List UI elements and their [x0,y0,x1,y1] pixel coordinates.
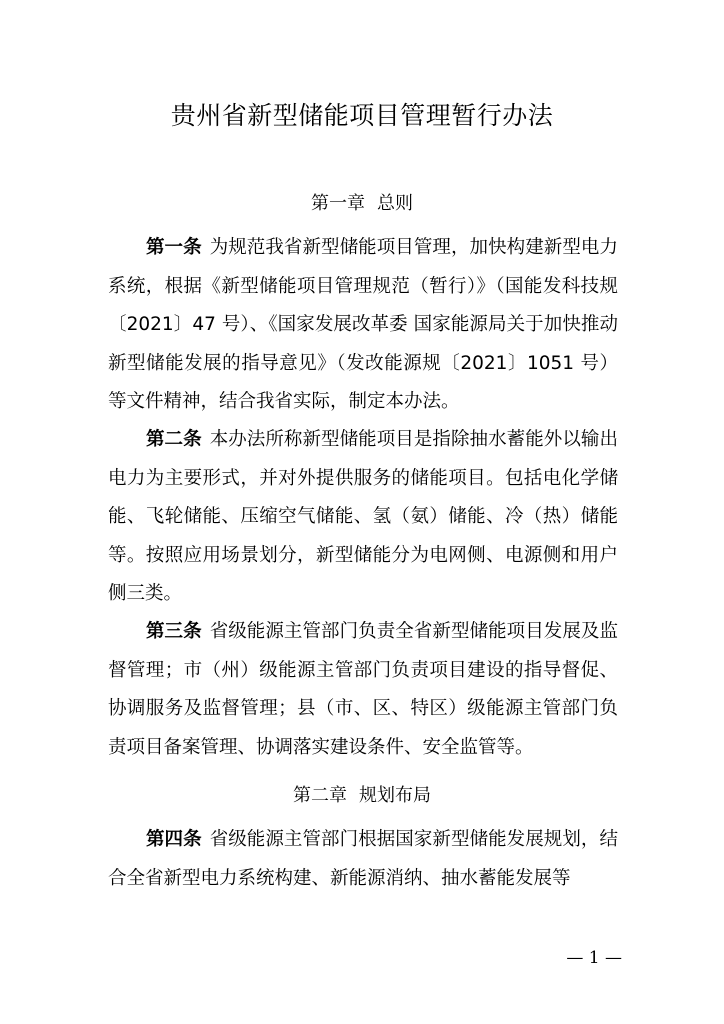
document-title: 贵州省新型储能项目管理暂行办法 [170,101,554,130]
article-text: 本办法所称新型储能项目是指除抽水蓄能外以输出电力为主要形式，并对外提供服务的储能项目。包括电化学储能、飞轮储能、压缩空气储能、氢（氨）储能、冷（热）储能等。按照应用场景划分，新型储能分为电网侧、电源侧和用户侧三类。 [108,429,618,604]
chapter-name: 规划布局 [359,785,431,806]
article-label: 第三条 [146,621,202,642]
chapter-name: 总则 [377,193,413,214]
page-number: — 1 — [566,948,622,968]
article-label: 第二条 [146,429,202,450]
article-label: 第一条 [146,237,202,258]
chapter-label: 第二章 [293,785,347,806]
chapter-label: 第一章 [311,193,365,214]
chapter-heading-1 [0,190,724,218]
chapter-heading-2 [0,782,724,810]
article-label: 第四条 [146,829,202,850]
article-text: 省级能源主管部门根据国家新型储能发展规划，结合全省新型电力系统构建、新能源消纳、抽水蓄能发展等 [108,829,618,889]
article-text: 省级能源主管部门负责全省新型储能项目发展及监督管理；市（州）级能源主管部门负责项目建设的指导督促、协调服务及监督管理；县（市、区、特区）级能源主管部门负责项目备案管理、协调落实建设条件、安全监管等。 [108,621,618,758]
article-4 [108,821,618,898]
article-3 [108,613,618,767]
article-1 [108,229,618,422]
article-text: 为规范我省新型储能项目管理，加快构建新型电力系统，根据《新型储能项目管理规范（暂行）》（国能发科技规〔2021〕47 号）、《国家发展改革委 国家能源局关于加快推动新型储能发展的指导意见》（发改能源规〔2021〕1051 号）等文件精神，结合我省实际，制定本办法。 [108,237,618,412]
article-2 [108,421,618,614]
